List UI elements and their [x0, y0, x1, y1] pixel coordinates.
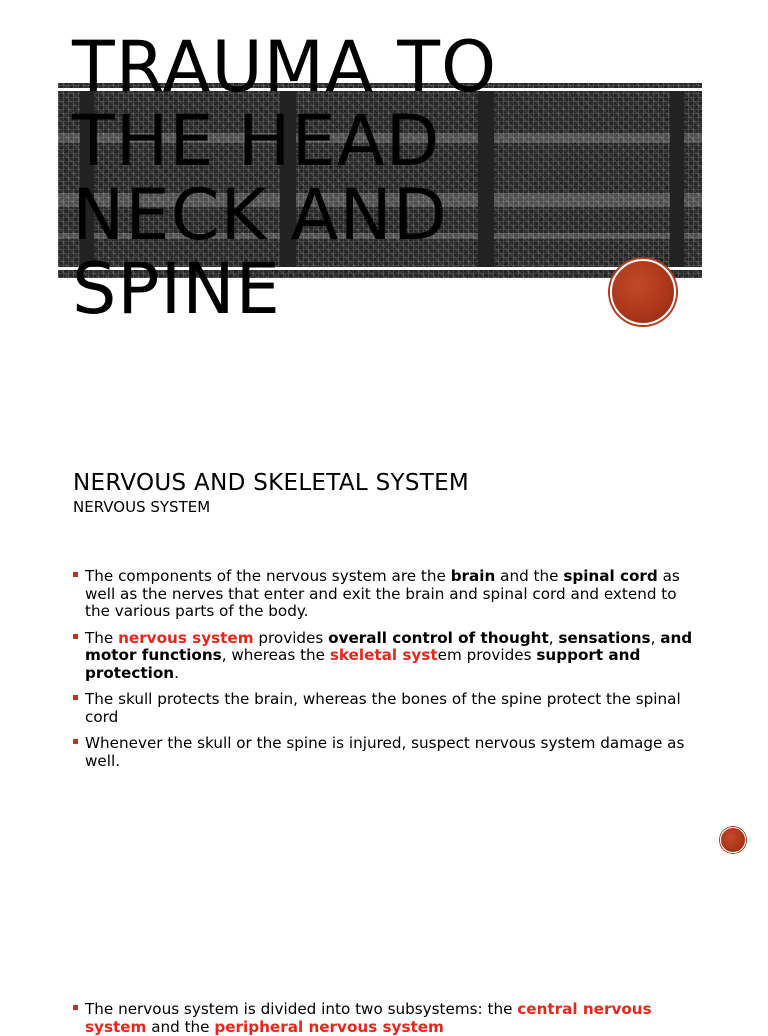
highlighted-term: skeletal syst	[329, 646, 438, 664]
bullet-square-icon	[73, 634, 78, 639]
bold-term: spinal cord	[563, 567, 658, 585]
bullet-item	[73, 691, 703, 726]
bullet-text: , whereas the	[221, 646, 330, 664]
title-line: THE HEAD	[72, 100, 441, 182]
bullet-text: The nervous system is divided into two subsystems: the	[85, 1000, 518, 1018]
bullet-text: .	[174, 663, 179, 682]
bullet-text: provides	[253, 628, 329, 647]
band-stripe	[670, 91, 684, 267]
bold-term: and motor functions	[85, 628, 693, 664]
bullet-item	[73, 735, 703, 770]
page-title	[72, 26, 498, 330]
bullet-square-icon	[73, 739, 78, 744]
bullet-list	[73, 568, 703, 779]
decorative-orb-icon	[720, 827, 746, 853]
decorative-orb-icon	[610, 259, 676, 325]
bold-term: brain	[450, 567, 496, 585]
bullet-item	[73, 630, 703, 683]
title-line: TRAUMA TO	[72, 26, 498, 108]
bullet-text: ,	[548, 628, 559, 647]
bold-term: sensations	[558, 628, 651, 647]
bullet-text: Whenever the skull or the spine is injured, suspect nervous system damage as well.	[85, 734, 685, 770]
bullet-text: The components of the nervous system are the	[85, 567, 451, 585]
highlighted-term: nervous system	[118, 628, 254, 647]
highlighted-term: peripheral nervous system	[214, 1017, 444, 1036]
bullet-text: and the	[495, 567, 564, 585]
bullet-square-icon	[73, 695, 78, 700]
bullet-square-icon	[73, 572, 78, 577]
bullet-text: as well as the nerves that enter and exit the brain and spinal cord and extend to the various parts of the body.	[85, 567, 680, 620]
bullet-list-next-slide	[73, 1001, 703, 1036]
bold-term: support and protection	[85, 646, 641, 682]
section-heading: NERVOUS AND SKELETAL SYSTEM	[73, 470, 470, 496]
highlighted-term: central nervous system	[85, 1000, 652, 1036]
bullet-text: em provides	[437, 646, 537, 664]
bullet-text: and the	[146, 1017, 215, 1036]
bullet-text: The skull protects the brain, whereas the bones of the spine protect the spinal cord	[85, 690, 681, 726]
section-subheading: NERVOUS SYSTEM	[73, 498, 211, 516]
bullet-item	[73, 1001, 703, 1036]
bold-term: overall control of thought	[328, 628, 549, 647]
title-line: NECK AND	[72, 174, 448, 256]
bullet-square-icon	[73, 1005, 78, 1010]
bullet-text: ,	[650, 628, 661, 647]
bullet-text: The	[85, 628, 119, 647]
title-line: SPINE	[72, 248, 281, 330]
bullet-item	[73, 568, 703, 621]
